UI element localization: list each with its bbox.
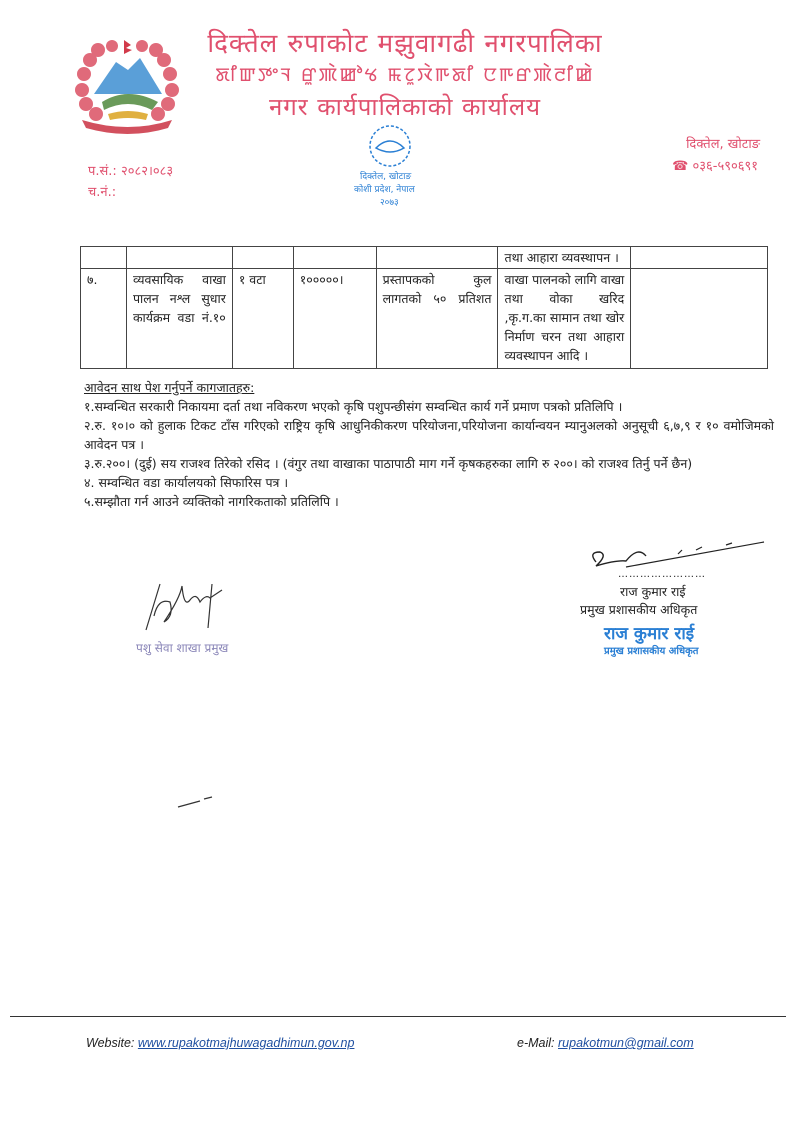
signatory-title: प्रमुख प्रशासकीय अधिकृत bbox=[580, 602, 698, 617]
cao-stamp bbox=[604, 624, 698, 658]
program-table bbox=[80, 246, 768, 369]
livestock-officer-signature bbox=[140, 580, 230, 636]
livestock-section-stamp: पशु सेवा शाखा प्रमुख bbox=[136, 641, 229, 655]
quantity-cell: १ वटा bbox=[232, 269, 293, 369]
signatory-name: राज कुमार राई bbox=[620, 584, 686, 599]
municipality-seal bbox=[330, 124, 460, 224]
amount-cell: १०००००। bbox=[293, 269, 376, 369]
stamp-title: प्रमुख प्रशासकीय अधिकृत bbox=[604, 646, 699, 657]
municipality-name-kirat-script: ꯗꯤꯛꯇꯦꯜ ꯔꯨꯄꯥꯀꯣꯠ ꯃꯖꯨꯋꯥꯒꯗꯤ ꯅꯒꯔꯄꯥꯂꯤꯀꯥ bbox=[215, 64, 595, 86]
email-label: e-Mail: bbox=[517, 1036, 555, 1050]
seal-text-line: २०७३ bbox=[380, 198, 399, 208]
required-documents bbox=[84, 378, 774, 511]
telephone-icon: ☎ bbox=[672, 159, 689, 174]
footer-website bbox=[86, 1035, 354, 1051]
list-item: ५.सम्झौता गर्न आउने व्यक्तिको नागरिकताको प्रतिलिपि । bbox=[84, 494, 339, 509]
serial-cell: ७. bbox=[81, 269, 127, 369]
required-documents-heading: आवेदन साथ पेश गर्नुपर्ने कागजातहरु: bbox=[84, 380, 255, 395]
email-link[interactable]: rupakotmun@gmail.com bbox=[558, 1036, 694, 1050]
list-item: ३.रु.२००। (दुई) सय राजश्व तिरेको रसिद । (वंगुर तथा वाखाका पाठापाठी माग गर्ने कृषकहरुका लागि रु २००। को राजश्व तिर्नु पर्ने छैन) bbox=[84, 456, 693, 471]
stamp-name: राज कुमार राई bbox=[604, 624, 695, 644]
table-cell bbox=[232, 247, 293, 269]
program-name-cell: व्यवसायिक वाखा पालन नश्ल सुधार कार्यक्रम वडा नं.१० bbox=[126, 269, 232, 369]
table-cell bbox=[631, 247, 768, 269]
table-row bbox=[81, 247, 768, 269]
reference-number: प.सं.: २०८२।०८३ bbox=[88, 164, 174, 179]
table-cell: तथा आहारा व्यवस्थापन । bbox=[498, 247, 631, 269]
municipality-name: दिक्तेल रुपाकोट मझुवागढी नगरपालिका bbox=[207, 29, 603, 59]
dispatch-number: च.नं.: bbox=[88, 185, 117, 200]
table-cell bbox=[631, 269, 768, 369]
office-location: दिक्तेल, खोटाङ bbox=[686, 137, 760, 152]
table-cell bbox=[293, 247, 376, 269]
table-cell bbox=[81, 247, 127, 269]
website-label: Website: bbox=[86, 1036, 135, 1050]
stray-pen-mark bbox=[176, 794, 216, 813]
office-name: नगर कार्यपालिकाको कार्यालय bbox=[268, 93, 542, 121]
footer-email bbox=[517, 1035, 694, 1051]
activities-cell: वाखा पालनको लागि वाखा तथा वोका खरिद ,कृ.ग.का सामान तथा खोर निर्माण चरन तथा आहारा व्यवस्थापन आदि । bbox=[498, 269, 631, 369]
phone-number: ०३६-५९०६९१ bbox=[692, 159, 758, 174]
footer-divider bbox=[10, 1016, 786, 1017]
cost-share-cell: प्रस्तापकको कुल लागतको ५० प्रतिशत bbox=[376, 269, 498, 369]
list-item: ४. सम्वन्धित वडा कार्यालयको सिफारिस पत्र । bbox=[84, 475, 289, 490]
list-item: १.सम्वन्धित सरकारी निकायमा दर्ता तथा नविकरण भएको कृषि पशुपन्छीसंग सम्वन्धित कार्य गर्ने प्रमाण पत्रको प्रतिलिपि । bbox=[84, 399, 623, 414]
website-link[interactable]: www.rupakotmajhuwagadhimun.gov.np bbox=[137, 1036, 355, 1050]
seal-text-line: दिक्तेल, खोटाङ bbox=[360, 172, 412, 182]
signature-dots: …………………… bbox=[618, 569, 706, 580]
table-cell bbox=[376, 247, 498, 269]
nepal-emblem-logo bbox=[68, 36, 186, 136]
cao-signature bbox=[586, 540, 766, 572]
table-row bbox=[81, 269, 768, 369]
table-cell bbox=[126, 247, 232, 269]
list-item: २.रु. १०।० को हुलाक टिकट टाँस गरिएको राष्ट्रिय कृषि आधुनिकीकरण परियोजना,परियोजना कार्यान्वयन म्यानुअलको अनुसूची ६,७,९ र १० वमोजिमको आवेदन पत्र । bbox=[84, 418, 774, 452]
seal-text-line: कोशी प्रदेश, नेपाल bbox=[354, 185, 415, 195]
office-phone bbox=[672, 158, 758, 176]
